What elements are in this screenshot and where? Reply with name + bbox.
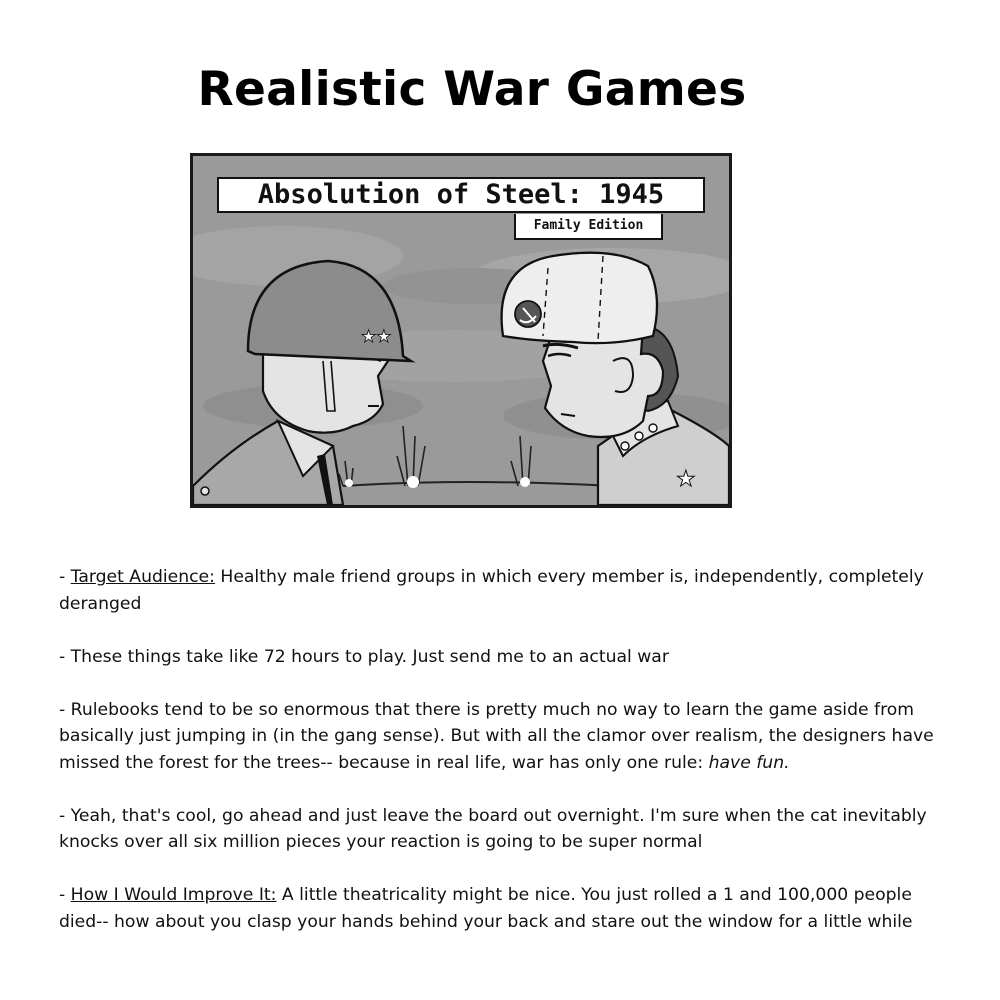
- note-text: Healthy male friend groups in which every member is, independently, completely deranged: [59, 567, 924, 614]
- note-label: Target Audience:: [70, 567, 215, 587]
- explosion-flash: [520, 477, 530, 487]
- note-item: - How I Would Improve It: A little theatricality might be nice. You just rolled a 1 and 100,000 people died-- how about you clasp your hands behind your back and stare out the window for a little while: [59, 885, 913, 932]
- note-text: These things take like 72 hours to play. Just send me to an actual war: [70, 646, 669, 667]
- ground: [343, 482, 613, 486]
- page-title: Realistic War Games: [197, 62, 747, 117]
- note-item: - Target Audience: Healthy male friend groups in which every member is, independently, completely deranged: [59, 567, 924, 614]
- game-title-banner: Absolution of Steel: 1945: [217, 177, 705, 213]
- right-soldier-ear: [613, 358, 633, 392]
- note-text: Yeah, that's cool, go ahead and just leave the board out overnight. I'm sure when the cat inevitably knocks over all six million pieces your reaction is going to be super normal: [59, 805, 927, 852]
- note-item: - These things take like 72 hours to play. Just send me to an actual war: [59, 646, 669, 667]
- note-item: - Yeah, that's cool, go ahead and just leave the board out overnight. I'm sure when the cat inevitably knocks over all six million pieces your reaction is going to be super normal: [59, 805, 927, 852]
- note-label: How I Would Improve It:: [70, 885, 277, 905]
- explosion: [339, 426, 531, 486]
- button-icon: [201, 487, 209, 495]
- edition-label: Family Edition: [514, 214, 663, 240]
- explosion-flash: [407, 476, 419, 488]
- note-emphasis: have fun.: [708, 752, 790, 773]
- right-soldier-fur-hat: [502, 253, 657, 343]
- star-icon: ★★: [361, 327, 392, 347]
- game-box-illustration: [190, 153, 732, 508]
- explosion-flash: [345, 479, 353, 487]
- note-text: A little theatricality might be nice. You just rolled a 1 and 100,000 people died-- how about you clasp your hands behind your back and stare out the window for a little while: [59, 885, 913, 932]
- notes-list: [59, 564, 959, 962]
- note-item: - Rulebooks tend to be so enormous that there is pretty much no way to learn the game aside from basically just jumping in (in the gang sense). But with all the clamor over realism, the designers have missed the forest for the trees-- because in real life, war has only one rule: have fun.: [59, 699, 934, 773]
- note-text: Rulebooks tend to be so enormous that there is pretty much no way to learn the game aside from basically just jumping in (in the gang sense). But with all the clamor over realism, the designers have missed the forest for the trees-- because in real life, war has only one rule:: [59, 699, 934, 773]
- star-icon: ★: [676, 467, 696, 492]
